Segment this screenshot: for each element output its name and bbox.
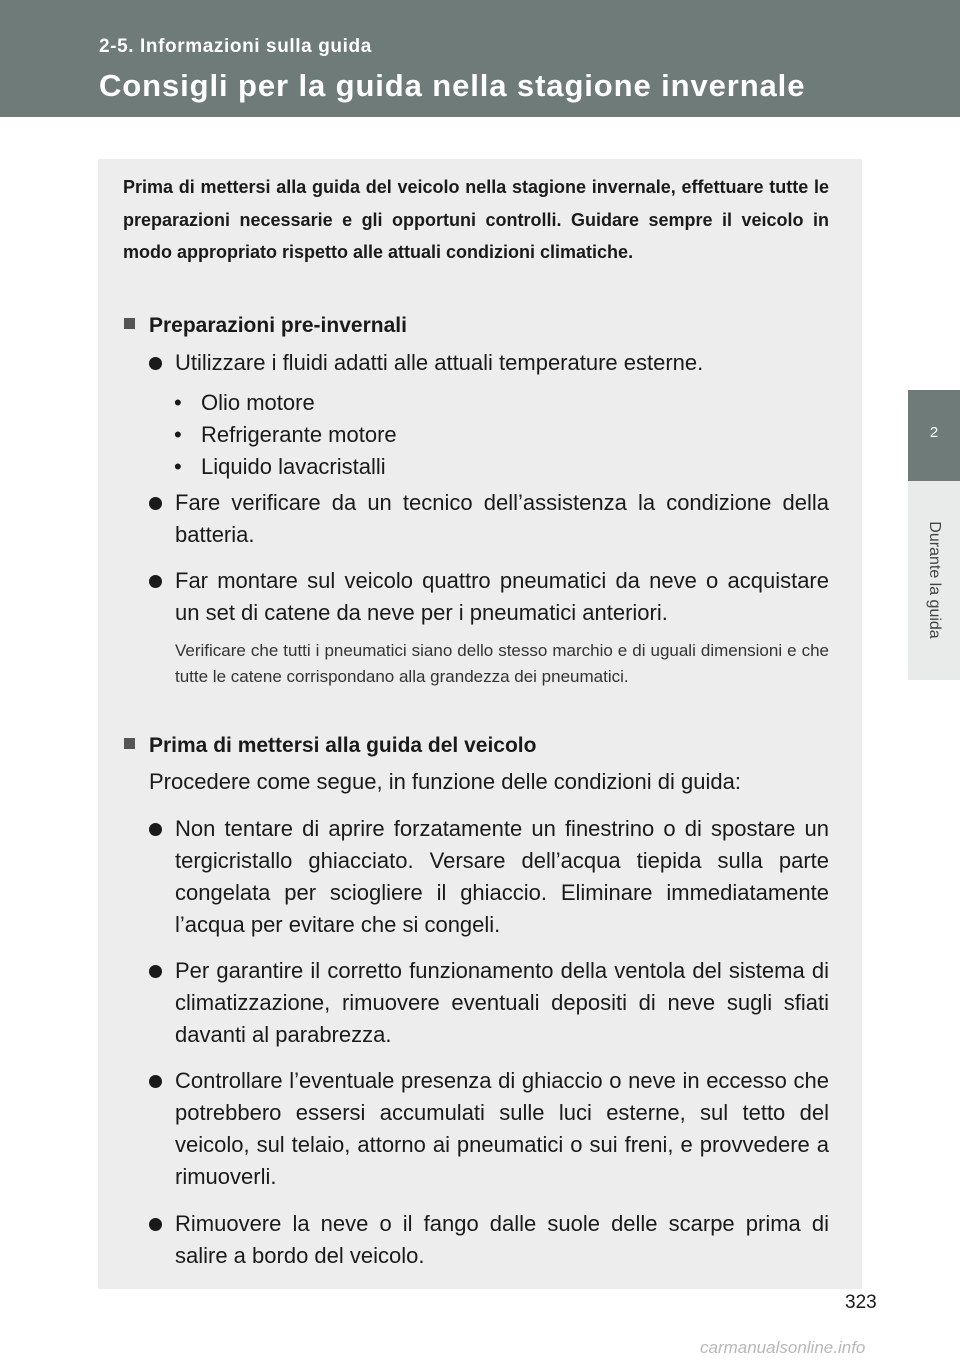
square-bullet-icon bbox=[124, 738, 135, 749]
list-item: Rimuovere la neve o il fango dalle suole delle scarpe prima di salire a bordo del veicolo. bbox=[149, 1208, 829, 1272]
chapter-label: Durante la guida bbox=[926, 521, 943, 639]
fluid-item: • Olio motore bbox=[174, 390, 315, 415]
list-item: Non tentare di aprire forzatamente un finestrino o di spostare un tergicristallo ghiacciato. Versare dell’acqua tiepida sulla parte congelata per sciogliere il ghiaccio. Eliminare immediatamente l’acqua per evitare che si congeli. bbox=[149, 813, 829, 941]
section-lead: Procedere come segue, in funzione delle condizioni di guida: bbox=[149, 769, 741, 794]
intro-paragraph: Prima di mettersi alla guida del veicolo nella stagione invernale, effettuare tutte le preparazioni necessarie e gli opportuni controlli. Guidare sempre il veicolo in modo appropriato rispetto alle attuali condizioni climatiche. bbox=[123, 177, 829, 262]
bullet-icon bbox=[149, 497, 162, 510]
page-title: Consigli per la guida nella stagione invernale bbox=[99, 68, 806, 103]
list-item: Far montare sul veicolo quattro pneumatici da neve o acquistare un set di catene da neve per i pneumatici anteriori. bbox=[149, 565, 829, 629]
bullet-icon bbox=[149, 1075, 162, 1088]
bullet-icon bbox=[149, 965, 162, 978]
fluid-item: • Refrigerante motore bbox=[174, 422, 397, 447]
list-item: Per garantire il corretto funzionamento della ventola del sistema di climatizzazione, rimuovere eventuali depositi di neve sugli sfiati davanti al parabrezza. bbox=[149, 955, 829, 1051]
section-heading-pre-winter: Preparazioni pre-invernali bbox=[124, 314, 407, 338]
bullet-icon bbox=[149, 357, 162, 370]
section-label: 2-5. Informazioni sulla guida bbox=[99, 36, 372, 57]
list-item: Fare verificare da un tecnico dell’assistenza la condizione della batteria. bbox=[149, 487, 829, 551]
fluid-item: • Liquido lavacristalli bbox=[174, 454, 386, 479]
chapter-tab bbox=[908, 390, 960, 481]
section-heading-before-driving: Prima di mettersi alla guida del veicolo bbox=[124, 734, 536, 758]
tire-note: Verificare che tutti i pneumatici siano dello stesso marchio e di uguali dimensioni e che tutte le catene corrispondano alla grandezza dei pneumatici. bbox=[175, 641, 829, 686]
watermark: carmanualsonline.info bbox=[700, 1338, 866, 1357]
bullet-icon bbox=[149, 575, 162, 588]
list-item: Utilizzare i fluidi adatti alle attuali temperature esterne. bbox=[149, 347, 829, 379]
chapter-number: 2 bbox=[929, 424, 939, 441]
bullet-icon bbox=[149, 1218, 162, 1231]
bullet-icon bbox=[149, 823, 162, 836]
page-number: 323 bbox=[845, 1292, 877, 1313]
square-bullet-icon bbox=[124, 318, 135, 329]
header-bar bbox=[0, 0, 960, 117]
list-item: Controllare l’eventuale presenza di ghiaccio o neve in eccesso che potrebbero essersi accumulati sulle luci esterne, sul tetto del veicolo, sul telaio, attorno ai pneumatici o sui freni, e provvedere a rimuoverli. bbox=[149, 1065, 829, 1193]
